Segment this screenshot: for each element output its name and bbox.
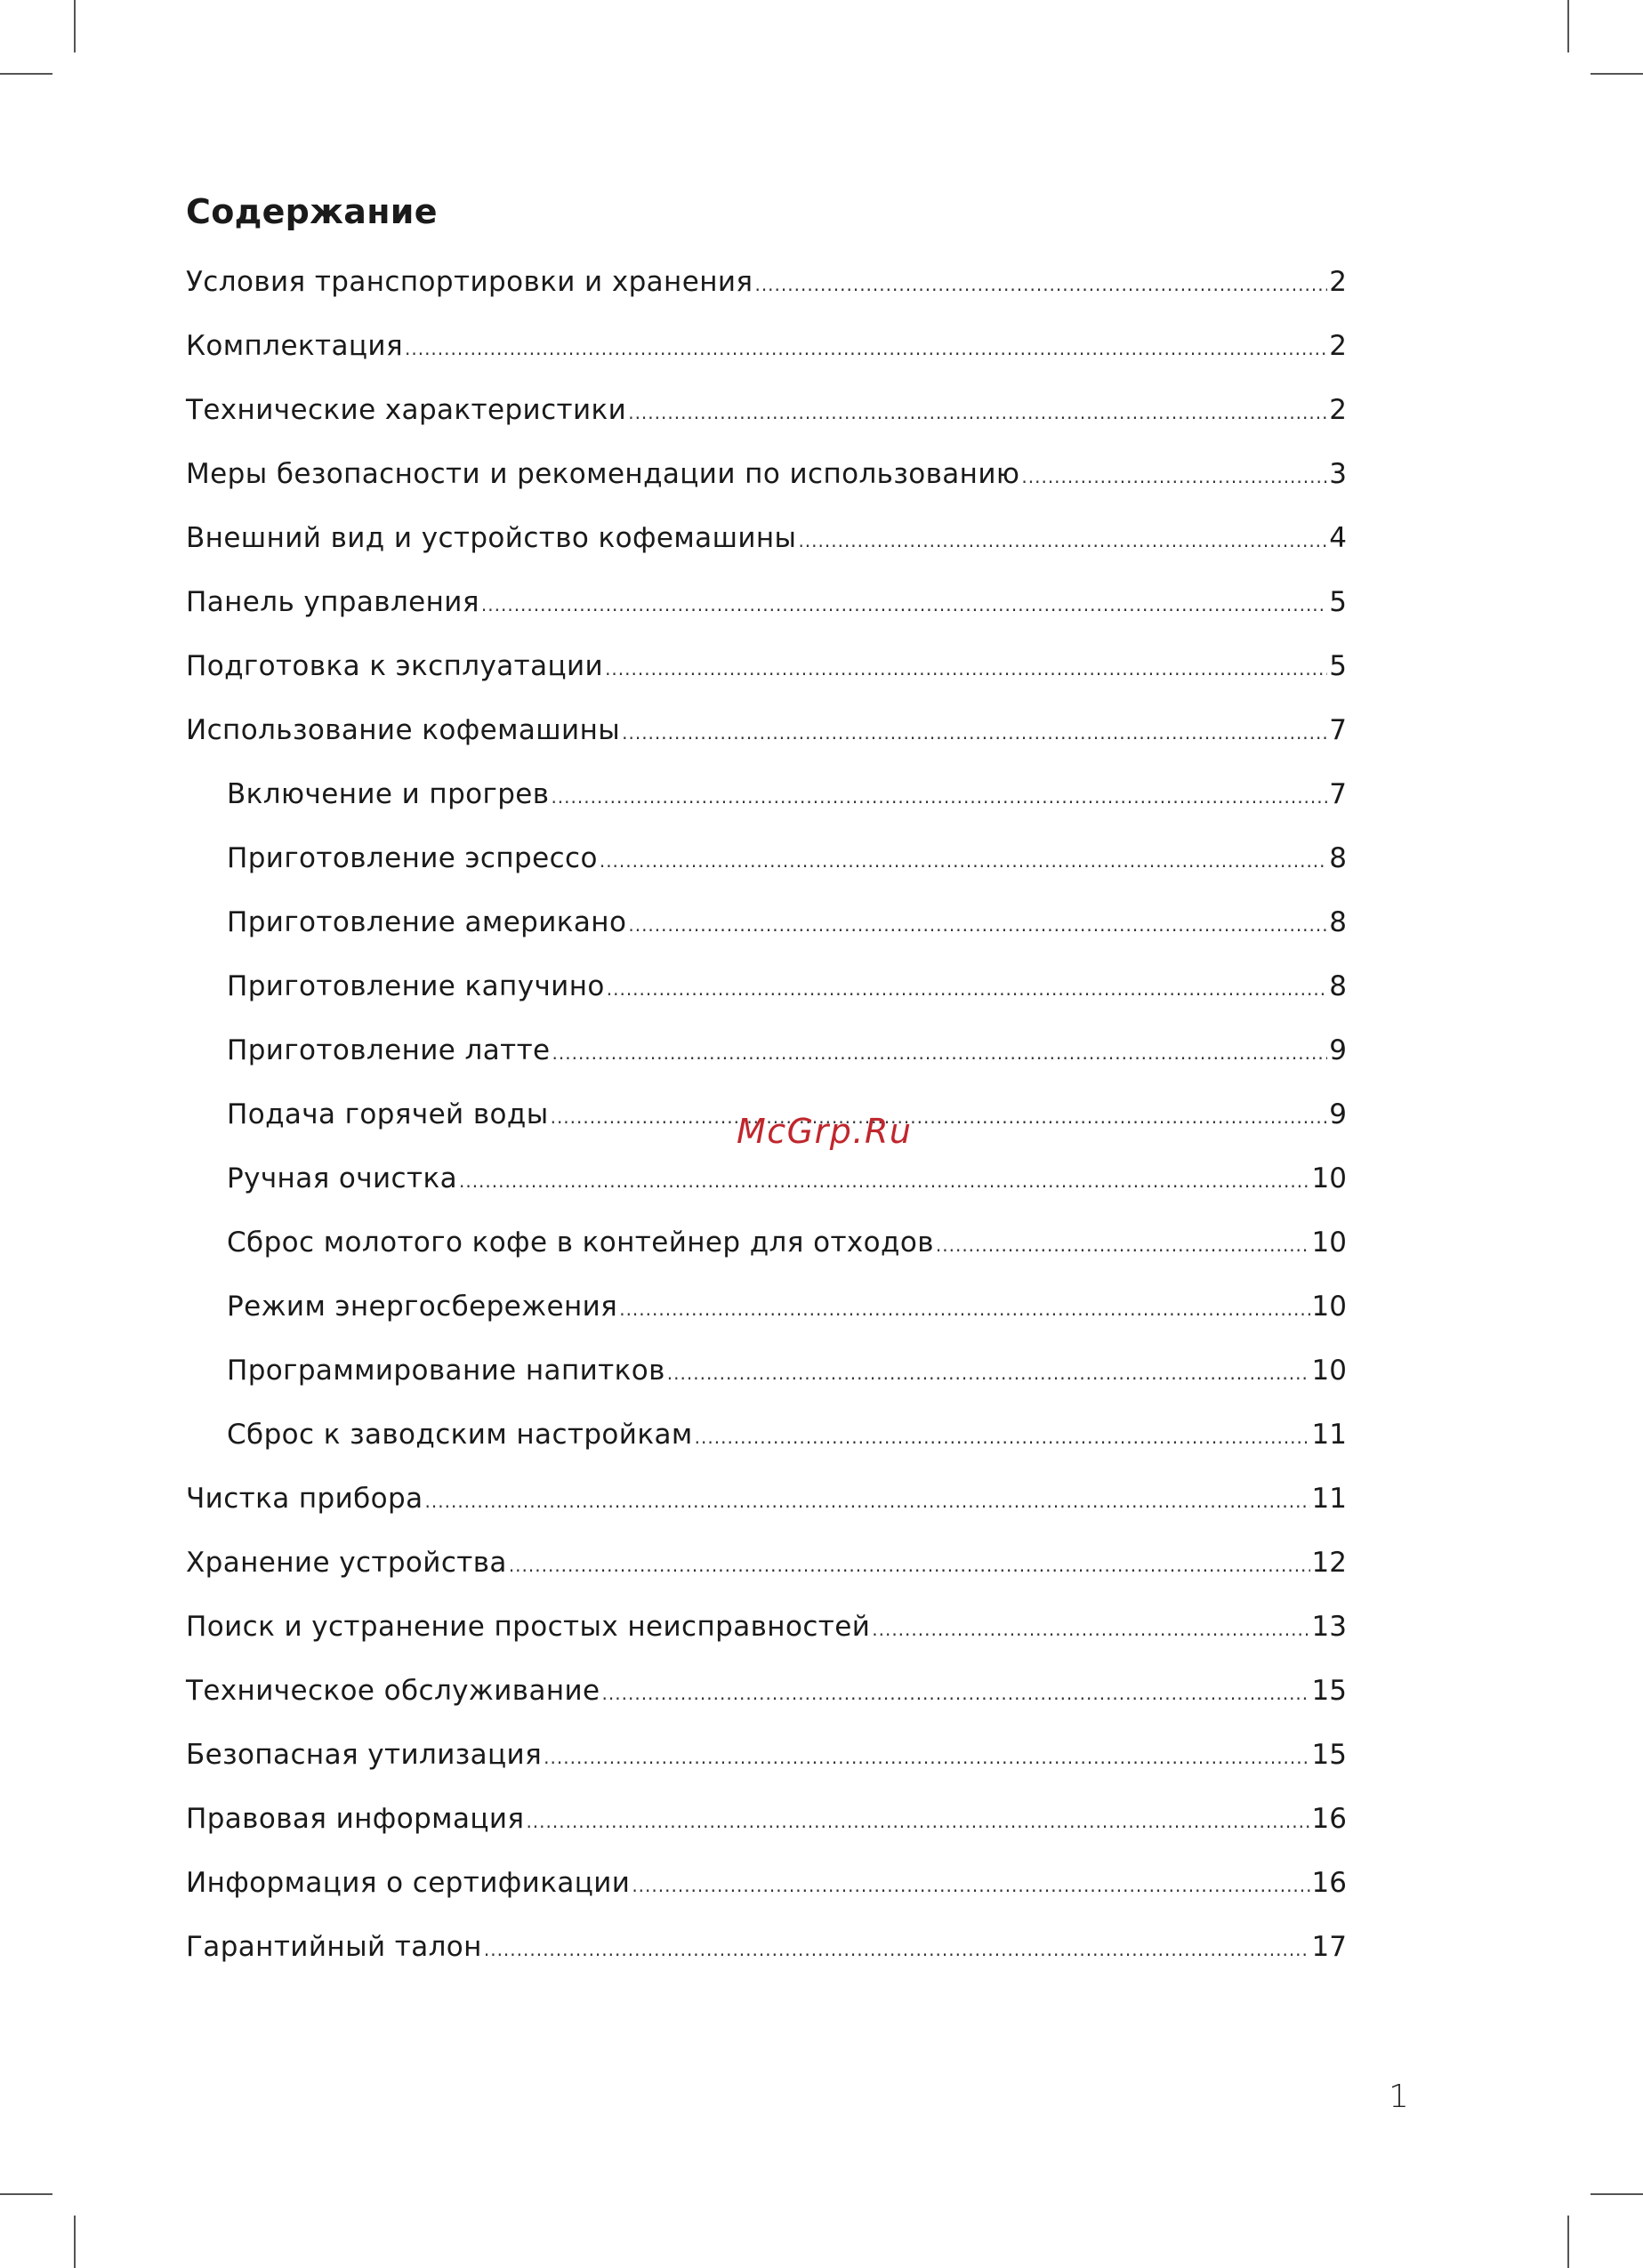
toc-entry-label: Режим энергосбережения — [227, 1291, 618, 1323]
toc-dot-leader — [619, 1286, 1309, 1332]
crop-mark-top-left-vertical — [74, 0, 76, 52]
toc-dot-leader — [552, 1030, 1328, 1076]
toc-entry-label: Использование кофемашины — [186, 714, 621, 746]
toc-entry-page: 16 — [1311, 1803, 1347, 1835]
toc-dot-leader — [667, 1350, 1310, 1396]
toc-entry-page: 15 — [1311, 1739, 1347, 1771]
crop-mark-bottom-left-horizontal — [0, 2193, 52, 2195]
toc-entry[interactable] — [186, 579, 1347, 643]
toc-entry-page: 11 — [1311, 1419, 1347, 1451]
toc-entry-page: 10 — [1311, 1355, 1347, 1387]
toc-entry-page: 11 — [1311, 1483, 1347, 1515]
toc-entry-label: Меры безопасности и рекомендации по использованию — [186, 458, 1020, 490]
toc-dot-leader — [872, 1606, 1309, 1653]
toc-entry-page: 17 — [1311, 1931, 1347, 1963]
toc-entry-page: 8 — [1329, 842, 1347, 874]
toc-entry[interactable] — [186, 451, 1347, 515]
toc-entry-page: 7 — [1329, 714, 1347, 746]
toc-dot-leader — [607, 966, 1328, 1012]
toc-dot-leader — [509, 1542, 1310, 1588]
watermark: McGrp.Ru — [737, 1112, 913, 1151]
toc-dot-leader — [481, 582, 1327, 628]
toc-dot-leader — [526, 1798, 1309, 1845]
toc-entry[interactable] — [186, 1668, 1347, 1732]
toc-dot-leader — [695, 1414, 1310, 1460]
toc-entry-label: Внешний вид и устройство кофемашины — [186, 522, 797, 554]
toc-entry[interactable] — [186, 387, 1347, 451]
toc-entry-label: Панель управления — [186, 586, 479, 618]
toc-entry[interactable] — [186, 1027, 1347, 1091]
toc-entry-label: Подача горячей воды — [227, 1098, 549, 1130]
toc-entry-label: Условия транспортировки и хранения — [186, 266, 753, 298]
toc-entry-label: Безопасная утилизация — [186, 1739, 543, 1771]
crop-mark-bottom-left-vertical — [74, 2216, 76, 2268]
toc-entry[interactable] — [186, 643, 1347, 707]
toc-dot-leader — [798, 518, 1327, 564]
toc-entry-label: Комплектация — [186, 330, 403, 362]
toc-dot-leader — [605, 646, 1327, 692]
toc-entry-label: Приготовление капучино — [227, 970, 605, 1002]
toc-entry[interactable] — [186, 771, 1347, 835]
toc-entry-label: Программирование напитков — [227, 1355, 665, 1387]
toc-entry[interactable] — [186, 1924, 1347, 1988]
toc-dot-leader — [936, 1222, 1310, 1268]
toc-heading: Содержание — [186, 192, 438, 231]
toc-entry-page: 7 — [1329, 778, 1347, 810]
toc-entry-label: Приготовление латте — [227, 1034, 551, 1066]
toc-dot-leader — [405, 326, 1327, 372]
toc-entry-label: Ручная очистка — [227, 1162, 457, 1194]
toc-entry[interactable] — [186, 1283, 1347, 1347]
toc-dot-leader — [622, 710, 1327, 756]
toc-entry[interactable] — [186, 1476, 1347, 1540]
toc-entry-label: Чистка прибора — [186, 1483, 423, 1515]
toc-entry[interactable] — [186, 259, 1347, 323]
toc-dot-leader — [484, 1926, 1310, 1973]
crop-mark-top-left-horizontal — [0, 73, 52, 75]
toc-entry-page: 13 — [1311, 1611, 1347, 1643]
toc-entry-label: Подготовка к эксплуатации — [186, 650, 604, 682]
toc-entry[interactable] — [186, 899, 1347, 963]
toc-entry[interactable] — [186, 1540, 1347, 1604]
toc-entry-page: 2 — [1329, 266, 1347, 298]
toc-entry-label: Приготовление американо — [227, 906, 627, 938]
toc-entry-page: 3 — [1329, 458, 1347, 490]
toc-dot-leader — [602, 1670, 1310, 1717]
crop-mark-bottom-right-horizontal — [1591, 2193, 1643, 2195]
toc-entry[interactable] — [186, 1411, 1347, 1476]
toc-entry-page: 9 — [1329, 1098, 1347, 1130]
toc-dot-leader — [754, 261, 1327, 308]
toc-entry-label: Поиск и устранение простых неисправностей — [186, 1611, 871, 1643]
crop-mark-bottom-right-vertical — [1567, 2216, 1569, 2268]
crop-mark-top-right-horizontal — [1591, 73, 1643, 75]
toc-entry-page: 9 — [1329, 1034, 1347, 1066]
toc-entry-label: Гарантийный талон — [186, 1931, 482, 1963]
toc-entry-page: 10 — [1311, 1291, 1347, 1323]
toc-entry-page: 4 — [1329, 522, 1347, 554]
toc-entry[interactable] — [186, 707, 1347, 771]
toc-entry-page: 2 — [1329, 330, 1347, 362]
toc-entry[interactable] — [186, 835, 1347, 899]
toc-entry[interactable] — [186, 1155, 1347, 1219]
toc-dot-leader — [544, 1734, 1309, 1781]
toc-entry-label: Включение и прогрев — [227, 778, 550, 810]
toc-dot-leader — [628, 390, 1327, 436]
toc-entry-label: Технические характеристики — [186, 394, 627, 426]
toc-entry-label: Хранение устройства — [186, 1547, 507, 1579]
toc-dot-leader — [632, 1862, 1309, 1909]
toc-entry-page: 2 — [1329, 394, 1347, 426]
toc-entry[interactable] — [186, 1796, 1347, 1860]
toc-entry[interactable] — [186, 515, 1347, 579]
toc-entry-label: Информация о сертификации — [186, 1867, 631, 1899]
toc-entry-label: Сброс молотого кофе в контейнер для отходов — [227, 1226, 934, 1259]
toc-dot-leader — [628, 902, 1327, 948]
toc-dot-leader — [600, 838, 1327, 884]
toc-entry-label: Приготовление эспрессо — [227, 842, 598, 874]
toc-entry[interactable] — [186, 1347, 1347, 1411]
toc-dot-leader — [425, 1478, 1310, 1524]
toc-entry[interactable] — [186, 323, 1347, 387]
toc-entry[interactable] — [186, 963, 1347, 1027]
toc-dot-leader — [551, 774, 1327, 820]
toc-entry[interactable] — [186, 1860, 1347, 1924]
toc-entry[interactable] — [186, 1604, 1347, 1668]
toc-entry-page: 10 — [1311, 1226, 1347, 1259]
crop-mark-top-right-vertical — [1567, 0, 1569, 52]
toc-dot-leader — [459, 1158, 1310, 1204]
toc-entry-page: 5 — [1329, 650, 1347, 682]
toc-entry-label: Правовая информация — [186, 1803, 525, 1835]
toc-entry-label: Сброс к заводским настройкам — [227, 1419, 693, 1451]
toc-entry-page: 8 — [1329, 906, 1347, 938]
toc-entry-page: 10 — [1311, 1162, 1347, 1194]
toc-entry-page: 16 — [1311, 1867, 1347, 1899]
toc-dot-leader — [1021, 454, 1327, 500]
toc-entry[interactable] — [186, 1732, 1347, 1796]
toc-entry-page: 5 — [1329, 586, 1347, 618]
toc-entry[interactable] — [186, 1219, 1347, 1283]
page-number: 1 — [1389, 2079, 1409, 2115]
toc-entry-label: Техническое обслуживание — [186, 1675, 600, 1707]
toc-entry-page: 15 — [1311, 1675, 1347, 1707]
toc-dot-leader — [551, 1094, 1328, 1140]
toc-entry-page: 8 — [1329, 970, 1347, 1002]
toc-entry-page: 12 — [1311, 1547, 1347, 1579]
